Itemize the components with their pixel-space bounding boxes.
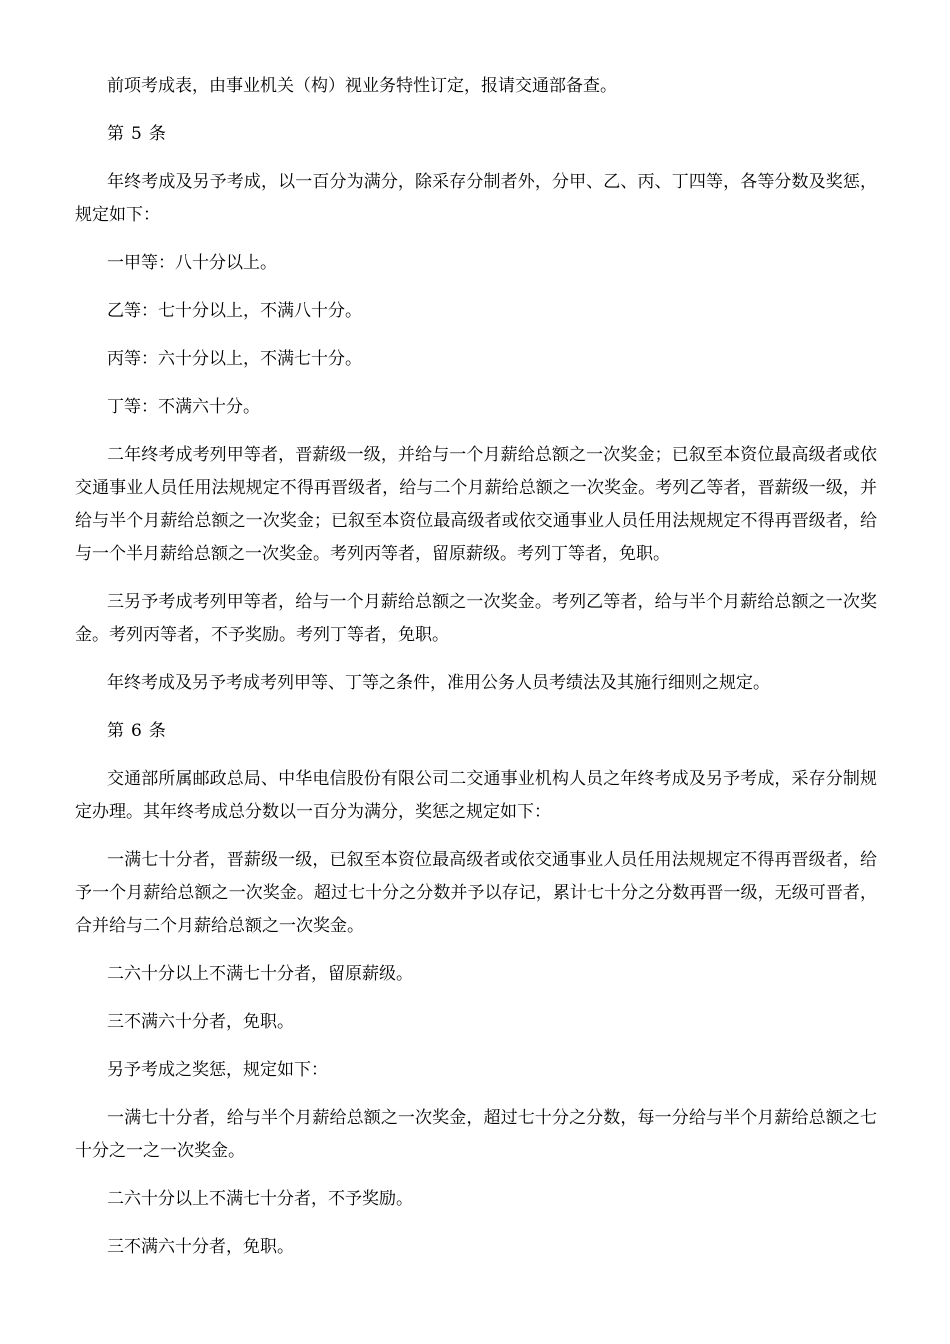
paragraph: 乙等：七十分以上，不满八十分。 — [107, 301, 362, 321]
paragraph: 二六十分以上不满七十分者，不予奖励。 — [107, 1189, 413, 1209]
article-suffix: 条 — [148, 721, 167, 741]
paragraph: 年终考成及另予考成，以一百分为满分，除采存分制者外，分甲、乙、丙、丁四等，各等分数及奖惩，规定如下： — [75, 172, 877, 225]
paragraph: 丙等：六十分以上，不满七十分。 — [107, 349, 362, 369]
paragraph: 三不满六十分者，免职。 — [107, 1237, 294, 1257]
article-prefix: 第 — [107, 721, 125, 741]
document-page — [75, 70, 877, 1279]
paragraph: 前项考成表，由事业机关（构）视业务特性订定，报请交通部备查。 — [107, 76, 617, 96]
article-suffix: 条 — [148, 124, 167, 144]
paragraph: 三不满六十分者，免职。 — [107, 1012, 294, 1032]
paragraph: 交通部所属邮政总局、中华电信股份有限公司二交通事业机构人员之年终考成及另予考成，采存分制规定办理。其年终考成总分数以一百分为满分，奖惩之规定如下： — [75, 769, 877, 822]
paragraph: 另予考成之奖惩，规定如下： — [107, 1060, 328, 1080]
paragraph: 丁等：不满六十分。 — [107, 397, 260, 417]
paragraph: 二年终考成考列甲等者，晋薪级一级，并给与一个月薪给总额之一次奖金；已叙至本资位最高级者或依交通事业人员任用法规规定不得再晋级者，给与二个月薪给总额之一次奖金。考列乙等者，晋薪级一级，并给与半个月薪给总额之一次奖金；已叙至本资位最高级者或依交通事业人员任用法规规定不得再晋级者，给与一个半月薪给总额之一次奖金。考列丙等者，留原薪级。考列丁等者，免职。 — [75, 445, 877, 564]
article-number: 5 — [131, 124, 143, 144]
paragraph: 二六十分以上不满七十分者，留原薪级。 — [107, 964, 413, 984]
paragraph: 一满七十分者，给与半个月薪给总额之一次奖金，超过七十分之分数，每一分给与半个月薪给总额之七十分之一之一次奖金。 — [75, 1108, 877, 1161]
article-prefix: 第 — [107, 124, 125, 144]
paragraph: 年终考成及另予考成考列甲等、丁等之条件，准用公务人员考绩法及其施行细则之规定。 — [107, 673, 770, 693]
paragraph: 一满七十分者，晋薪级一级，已叙至本资位最高级者或依交通事业人员任用法规规定不得再晋级者，给予一个月薪给总额之一次奖金。超过七十分之分数并予以存记，累计七十分之分数再晋一级，无级可晋者，合并给与二个月薪给总额之一次奖金。 — [75, 850, 877, 936]
article-heading-6 — [75, 715, 877, 748]
article-number: 6 — [131, 721, 143, 741]
article-heading-5 — [75, 118, 877, 151]
paragraph: 一甲等：八十分以上。 — [107, 253, 277, 273]
paragraph: 三另予考成考列甲等者，给与一个月薪给总额之一次奖金。考列乙等者，给与半个月薪给总额之一次奖金。考列丙等者，不予奖励。考列丁等者，免职。 — [75, 592, 877, 645]
